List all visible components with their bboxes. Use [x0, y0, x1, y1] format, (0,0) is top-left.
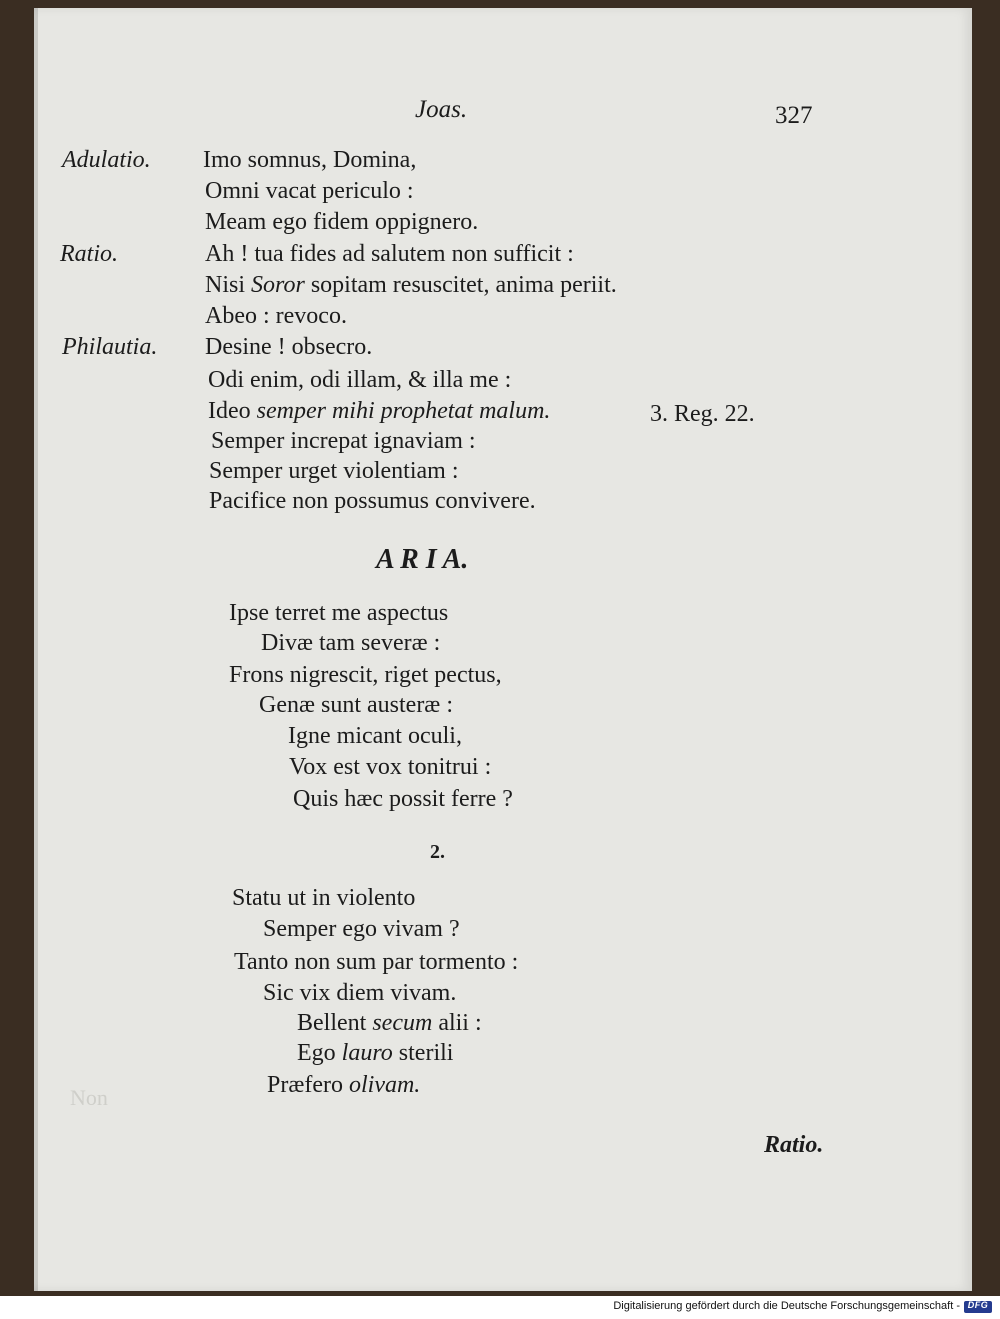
aria-line: Ipse terret me aspectus: [229, 600, 449, 626]
catchword: Ratio.: [764, 1132, 824, 1158]
text-italic: secum: [372, 1010, 433, 1036]
aria-line: Vox est vox tonitrui :: [289, 754, 492, 780]
dialogue-line: Ah ! tua fides ad salutem non sufficit :: [205, 241, 574, 267]
text-italic: Soror: [251, 272, 305, 298]
dialogue-line: Semper increpat ignaviam :: [211, 428, 476, 454]
text-italic: olivam.: [348, 1072, 421, 1098]
dialogue-line: Desine ! obsecro.: [205, 334, 373, 360]
aria-line: [297, 1039, 453, 1067]
dialogue-line: [205, 271, 617, 299]
text-roman: Nisi: [205, 272, 246, 298]
text-roman: Præfero: [267, 1072, 343, 1098]
page-gutter: [34, 8, 38, 1291]
aria-line: Tanto non sum par tormento :: [234, 949, 519, 975]
dialogue-line: Omni vacat periculo :: [205, 178, 414, 204]
footer-bar: [0, 1296, 1000, 1319]
text-roman: Ego: [297, 1040, 336, 1066]
dfg-credit: Digitalisierung gefördert durch die Deutsche Forschungsgemeinschaft -: [613, 1300, 960, 1312]
bleed-through-text: Non: [70, 1085, 108, 1110]
page-number: 327: [775, 102, 813, 129]
dialogue-line: Semper urget violentiam :: [209, 458, 459, 484]
book-page: [34, 8, 972, 1291]
aria-heading: A R I A.: [376, 544, 469, 575]
aria-line: Statu ut in violento: [232, 885, 416, 911]
dialogue-line: [208, 397, 550, 425]
aria-line: Igne micant oculi,: [288, 723, 462, 749]
speaker-ratio: Ratio.: [60, 241, 118, 267]
text-roman: Bellent: [297, 1010, 367, 1036]
aria-line: Divæ tam severæ :: [261, 630, 441, 656]
dialogue-line: Pacifice non possumus convivere.: [209, 488, 536, 514]
text-roman: alii :: [438, 1010, 482, 1036]
dfg-logo-text: DFG: [967, 1300, 989, 1310]
dialogue-line: Imo somnus, Domina,: [203, 147, 417, 173]
dialogue-line: Abeo : revoco.: [205, 303, 347, 329]
margin-reference: 3. Reg. 22.: [650, 401, 755, 427]
aria-line: Semper ego vivam ?: [263, 916, 460, 942]
aria-line: Genæ sunt austeræ :: [259, 692, 453, 718]
stanza-number: 2.: [430, 841, 445, 863]
text-roman: sterili: [398, 1040, 454, 1066]
speaker-adulatio: Adulatio.: [62, 147, 151, 173]
text-roman: sopitam resuscitet, anima periit.: [310, 272, 617, 298]
aria-line: Quis hæc possit ferre ?: [293, 786, 513, 812]
running-title: Joas.: [415, 96, 468, 123]
text-roman: Ideo: [208, 398, 251, 424]
aria-line: Frons nigrescit, riget pectus,: [229, 662, 502, 688]
dialogue-line: Meam ego fidem oppignero.: [205, 209, 479, 235]
dialogue-line: Odi enim, odi illam, & illa me :: [208, 367, 512, 393]
text-italic: semper mihi prophetat malum.: [256, 398, 551, 424]
aria-line: [297, 1009, 482, 1037]
speaker-philautia: Philautia.: [62, 334, 158, 360]
aria-line: [267, 1071, 420, 1099]
text-italic: lauro: [341, 1040, 393, 1066]
aria-line: Sic vix diem vivam.: [263, 980, 457, 1006]
